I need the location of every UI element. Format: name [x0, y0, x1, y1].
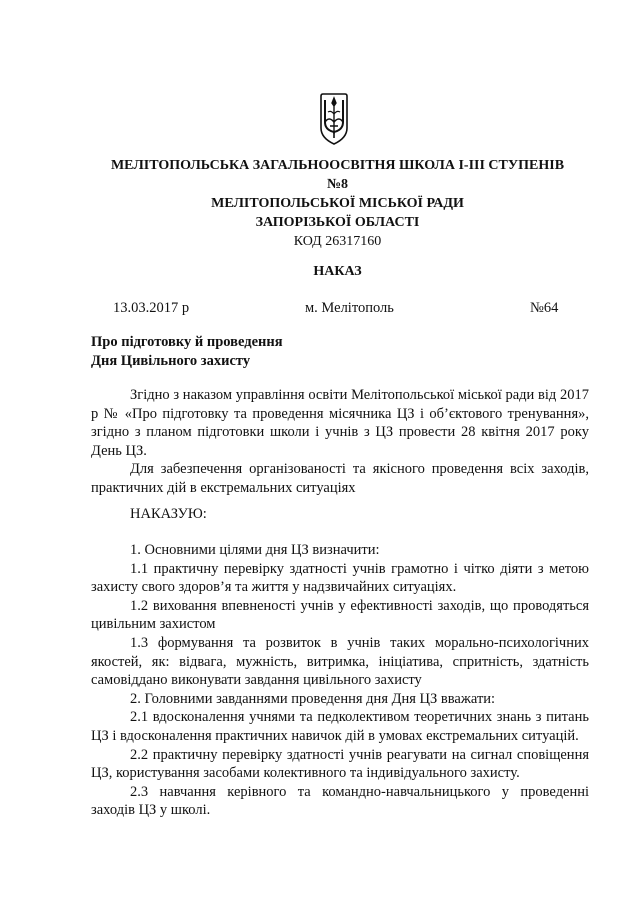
intro-paragraphs: [91, 386, 589, 498]
order-number: №64: [530, 300, 559, 316]
item-1-2: 1.2 виховання впевненості учнів у ефективності заходів, що проводяться цивільним захистом: [91, 597, 589, 633]
school-code: КОД 26317160: [293, 234, 382, 249]
item-1: 1. Основними цілями дня ЦЗ визначити:: [130, 542, 380, 558]
order-word-block: [91, 505, 589, 524]
school-name-line1: МЕЛІТОПОЛЬСЬКА ЗАГАЛЬНООСВІТНЯ ШКОЛА І-ІІІ СТУПЕНІВ: [110, 158, 565, 173]
item-2-3: 2.3 навчання керівного та командно-навчальницького у проведенні заходів ЦЗ у школі.: [91, 783, 589, 819]
paragraph-basis: Згідно з наказом управління освіти Мелітопольської міської ради від 2017 р № «Про підготовку та проведення місячника ЦЗ і об’єктового тренування», згідно з планом підготовки школи і учнів з ЦЗ провести 28 квітня 2017 року День ЦЗ.: [91, 387, 589, 459]
school-name-line2: №8: [326, 177, 349, 192]
coat-of-arms-trident-icon: [319, 92, 349, 146]
item-2: 2. Головними завданнями проведення дня Дня ЦЗ вважати:: [130, 690, 496, 707]
order-items: [91, 541, 589, 820]
item-1-1: 1.1 практичну перевірку здатності учнів грамотно і чітко діяти з метою захисту свого здоров’я та життя у надзвичайних ситуаціях.: [91, 560, 589, 596]
order-city: м. Мелітополь: [305, 300, 394, 316]
item-2-1: 2.1 вдосконалення учнями та педколективом теоретичних знань з питань ЦЗ і вдосконалення практичних навичок дій в умовах екстремальних ситуацій.: [91, 709, 589, 744]
paragraph-purpose: Для забезпечення організованості та якісного проведення всіх заходів, практичних дій в екстремальних ситуаціях: [91, 461, 589, 496]
document-type: НАКАЗ: [313, 264, 362, 279]
item-1-3: 1.3 формування та розвиток в учнів таких морально-психологічних якостей, як: відвага, мужність, витримка, ініціатива, спритність, здатність самовіддано виконувати завдання цивільного захисту: [91, 634, 589, 689]
subject-line1: Про підготовку й проведення: [91, 334, 283, 350]
order-word: НАКАЗУЮ:: [130, 506, 207, 522]
school-name-line4: ЗАПОРІЗЬКОЇ ОБЛАСТІ: [255, 215, 420, 230]
order-date: 13.03.2017 р: [113, 300, 190, 316]
school-name-line3: МЕЛІТОПОЛЬСЬКОЇ МІСЬКОЇ РАДИ: [211, 196, 464, 211]
subject-line2: Дня Цивільного захисту: [91, 353, 251, 369]
order-subject: [91, 333, 283, 371]
item-2-2: 2.2 практичну перевірку здатності учнів реагувати на сигнал сповіщення ЦЗ, користування засобами колективного та індивідуального захисту.: [91, 746, 589, 782]
